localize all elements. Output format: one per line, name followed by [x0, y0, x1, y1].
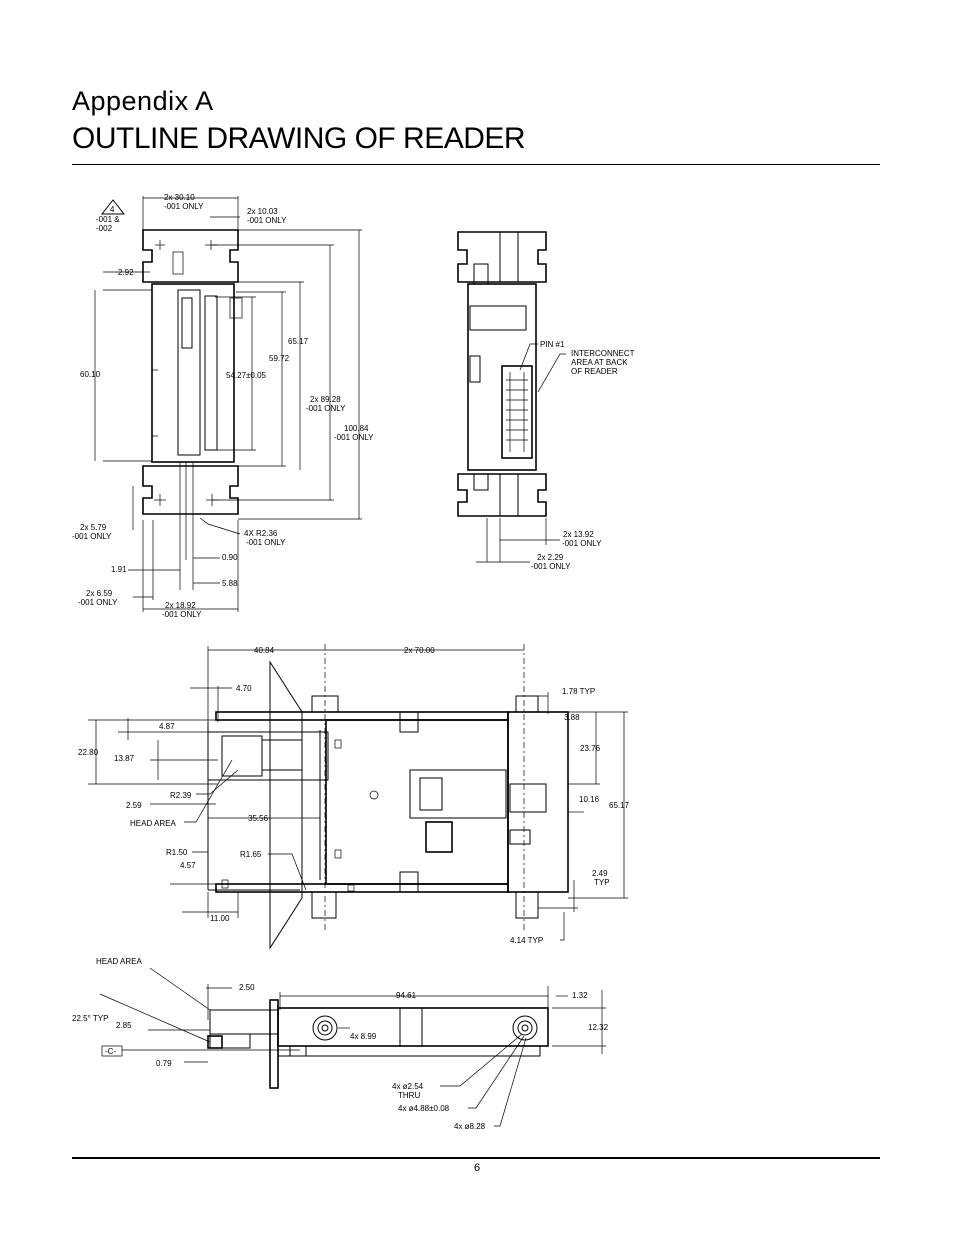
dim-89-28b: -001 ONLY [306, 404, 346, 413]
dim-2-49b: TYP [594, 878, 610, 887]
dim-12-32: 12.32 [588, 1023, 609, 1032]
dim-5-88: 5.88 [222, 579, 238, 588]
top-head-area: HEAD AREA [130, 819, 176, 828]
dim-r1-50: R1.50 [166, 848, 188, 857]
dim-top1b: -001 ONLY [164, 202, 204, 211]
dim-10-16: 10.16 [579, 795, 600, 804]
dim-2-29a: 2x 2.29 [537, 553, 564, 562]
dim-r1-65: R1.65 [240, 850, 262, 859]
dim-1-78: 1.78 TYP [562, 687, 596, 696]
dim-40-84: 40.84 [254, 646, 275, 655]
dim-top2a: 2x 10.03 [247, 207, 278, 216]
dim-89-28a: 2x 89.28 [310, 395, 341, 404]
dim-2-49a: 2.49 [592, 869, 608, 878]
bottom-head-area: HEAD AREA [96, 957, 142, 966]
note-line-b: -002 [96, 224, 113, 233]
side-interconnect3: OF READER [571, 367, 618, 376]
side-view [458, 232, 635, 571]
dim-23-76: 23.76 [580, 744, 601, 753]
dim-13-92a: 2x 13.92 [563, 530, 594, 539]
dim-3-88: 3.88 [564, 713, 580, 722]
dim-54-27: 54.27±0.05 [226, 371, 266, 380]
dim-65-17: 65.17 [288, 337, 309, 346]
dim-94-61: 94.61 [396, 991, 417, 1000]
dim-8-99: 4x 8.99 [350, 1032, 377, 1041]
dim-4-57: 4.57 [180, 861, 196, 870]
dim-1-91: 1.91 [111, 565, 127, 574]
dim-2-54b: THRU [398, 1091, 421, 1100]
dim-1-32: 1.32 [572, 991, 588, 1000]
bottom-view [72, 957, 609, 1131]
dim-65-17-top: 65.17 [609, 801, 630, 810]
dim-60-10: 60.10 [80, 370, 101, 379]
dim-11-00: 11.00 [210, 914, 230, 923]
dim-100-84b: -001 ONLY [334, 433, 374, 442]
dim-4-88: 4x ø4.88±0.08 [398, 1104, 450, 1113]
dim-70-00: 2x 70.00 [404, 646, 435, 655]
dim-22-5: 22.5° TYP [72, 1014, 109, 1023]
dim-13-87: 13.87 [114, 754, 135, 763]
side-interconnect1: INTERCONNECT [571, 349, 635, 358]
side-interconnect2: AREA AT BACK [571, 358, 628, 367]
page-title: OUTLINE DRAWING OF READER [72, 122, 526, 155]
dim-59-72: 59.72 [269, 354, 290, 363]
dim-5-79a: 2x 5.79 [80, 523, 107, 532]
dim-4-87: 4.87 [159, 722, 175, 731]
dim-r2-36b: -001 ONLY [246, 538, 286, 547]
dim-2-85: 2.85 [116, 1021, 132, 1030]
footer-rule [72, 1157, 880, 1159]
dim-2-29b: -001 ONLY [531, 562, 571, 571]
dim-18-92a: 2x 18.92 [165, 601, 196, 610]
dim-8-28: 4x ø8.28 [454, 1122, 486, 1131]
dim-4-14: 4.14 TYP [510, 936, 544, 945]
datum-c: -C- [105, 1047, 117, 1056]
page-number: 6 [473, 1162, 481, 1174]
dim-top1a: 2x 30.10 [164, 193, 195, 202]
front-view [72, 193, 374, 619]
dim-6-59a: 2x 6.59 [86, 589, 113, 598]
dim-r2-36a: 4X R2.36 [244, 529, 278, 538]
dim-0-79: 0.79 [156, 1059, 172, 1068]
dim-18-92b: -001 ONLY [162, 610, 202, 619]
dim-r2-39: R2.39 [170, 791, 192, 800]
appendix-label: Appendix A [72, 86, 214, 116]
dim-5-79b: -001 ONLY [72, 532, 112, 541]
dim-6-59b: -001 ONLY [78, 598, 118, 607]
dim-13-92b: -001 ONLY [562, 539, 602, 548]
side-pin-label: PIN #1 [540, 340, 565, 349]
dim-2-54a: 4x ø2.54 [392, 1082, 424, 1091]
dim-22-80: 22.80 [78, 748, 99, 757]
dim-2-50: 2.50 [239, 983, 255, 992]
note-line-a: -001 & [96, 215, 120, 224]
dim-4-70: 4.70 [236, 684, 252, 693]
dim-2-92: 2.92 [118, 268, 134, 277]
dim-top2b: -001 ONLY [247, 216, 287, 225]
top-view [78, 644, 630, 948]
dim-35-56: 35.56 [248, 814, 269, 823]
dim-0-90: 0.90 [222, 553, 238, 562]
dim-2-59: 2.59 [126, 801, 142, 810]
dim-100-84a: 100.84 [344, 424, 369, 433]
note-number: 4 [110, 205, 115, 214]
